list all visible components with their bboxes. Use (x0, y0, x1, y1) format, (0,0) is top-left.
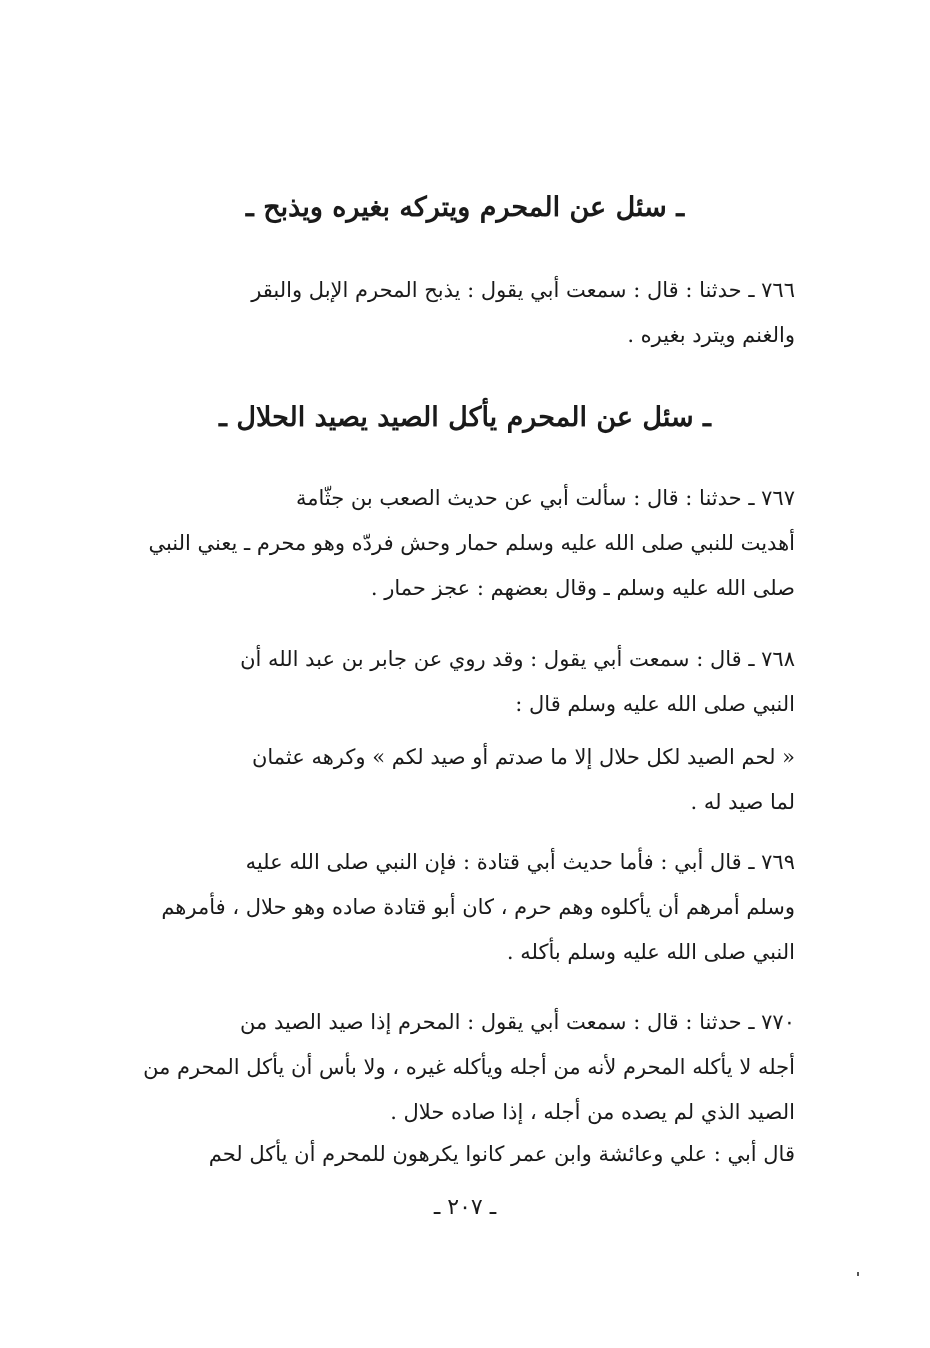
text-line: النبي صلى الله عليه وسلم قال : (515, 692, 795, 716)
text-line: « لحم الصيد لكل حلال إلا ما صدتم أو صيد لكم » وكرهه عثمان (251, 745, 795, 769)
text-line: النبي صلى الله عليه وسلم بأكله . (506, 940, 795, 964)
paragraph-770 (140, 1000, 795, 1135)
page-number: ـ ٢٠٧ ـ (433, 1195, 497, 1220)
text-line: والغنم ويترد بغيره . (627, 323, 795, 347)
section-heading-2: ـ سئل عن المحرم يأكل الصيد يصيد الحلال ـ (219, 402, 711, 433)
text-line: ٧٦٧ ـ حدثنا : قال : سألت أبي عن حديث الصعب بن جثّامة (296, 486, 795, 510)
hadith-quote (140, 735, 795, 825)
text-line: أجله لا يأكله المحرم لأنه من أجله ويأكله غيره ، ولا بأس أن يأكل المحرم من (143, 1055, 795, 1079)
text-line: ٧٧٠ ـ حدثنا : قال : سمعت أبي يقول : المحرم إذا صيد الصيد من (240, 1010, 795, 1034)
section-heading-1: ـ سئل عن المحرم ويتركه بغيره ويذبح ـ (245, 192, 685, 223)
text-line: صلى الله عليه وسلم ـ وقال بعضهم : عجز حمار . (370, 576, 795, 600)
text-line: أهديت للنبي صلى الله عليه وسلم حمار وحش فردّه وهو محرم ـ يعني النبي (148, 531, 795, 555)
paragraph-continuation (140, 1132, 795, 1177)
text-line: الصيد الذي لم يصده من أجله ، إذا صاده حلال . (390, 1100, 795, 1124)
text-line: ٧٦٩ ـ قال أبي : فأما حديث أبي قتادة : فإن النبي صلى الله عليه (245, 850, 795, 874)
paragraph-769 (140, 840, 795, 975)
text-line: لما صيد له . (690, 790, 795, 814)
paragraph-767 (140, 476, 795, 611)
text-line: ٧٦٦ ـ حدثنا : قال : سمعت أبي يقول : يذبح المحرم الإبل والبقر (251, 278, 795, 302)
scan-speck (857, 1272, 859, 1276)
paragraph-768 (140, 637, 795, 727)
text-line: ٧٦٨ ـ قال : سمعت أبي يقول : وقد روي عن جابر بن عبد الله أن (240, 647, 795, 671)
text-line: قال أبي : علي وعائشة وابن عمر كانوا يكرهون للمحرم أن يأكل لحم (208, 1142, 795, 1166)
text-line: وسلم أمرهم أن يأكلوه وهم حرم ، كان أبو قتادة صاده وهو حلال ، فأمرهم (161, 895, 795, 919)
paragraph-766 (140, 268, 795, 358)
